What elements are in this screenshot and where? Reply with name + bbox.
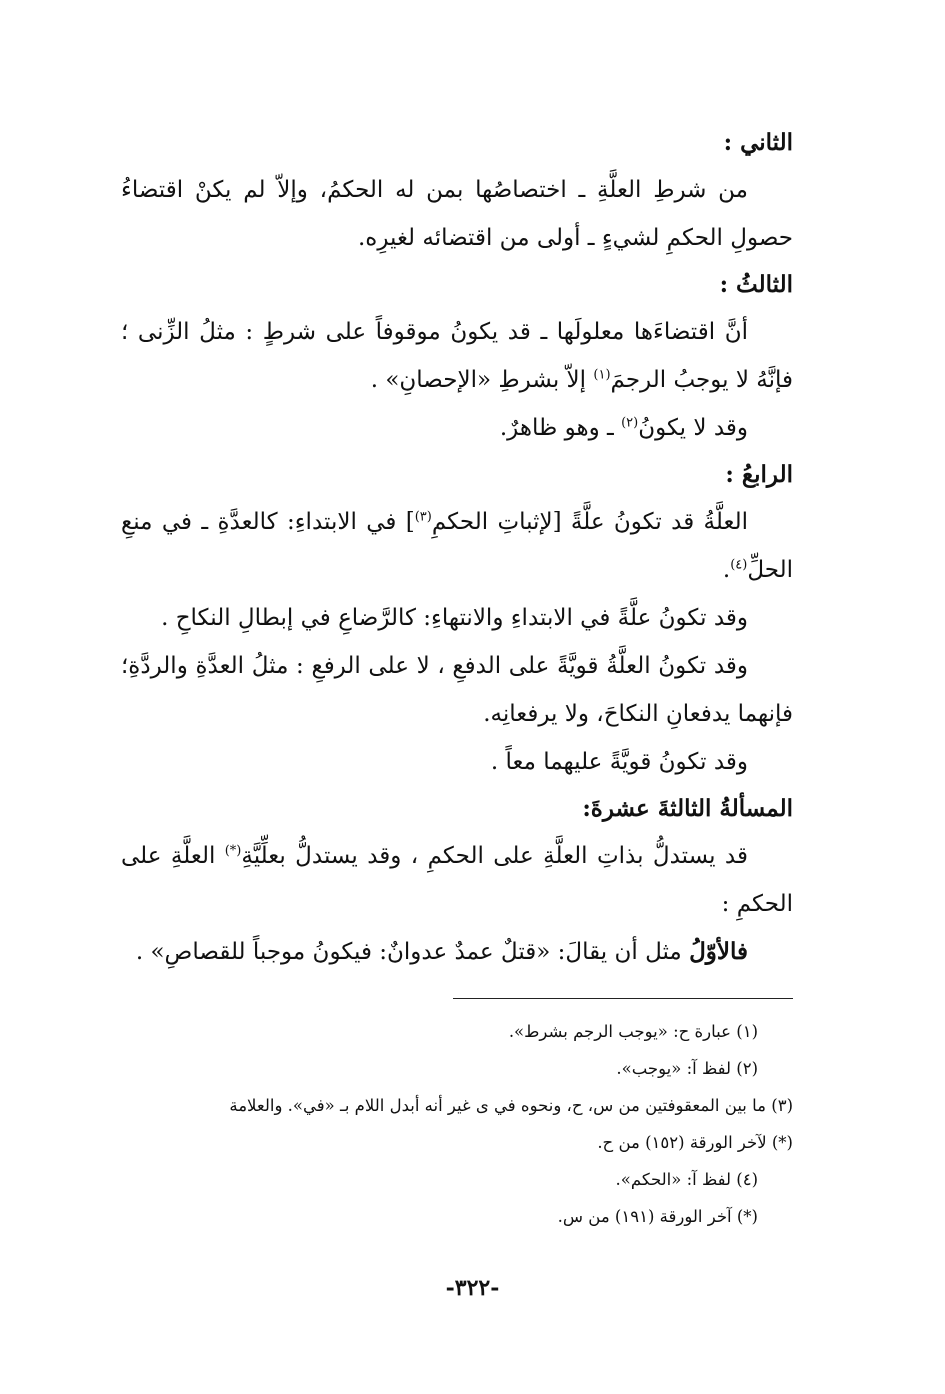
paragraph-text: العلَّةِ على الحكمِ :	[121, 843, 793, 917]
section-heading-third: الثالثُ :	[719, 271, 793, 298]
paragraph-text: .	[722, 557, 731, 583]
section-heading-fourth: الرابعُ :	[725, 461, 793, 488]
footnotes	[121, 1013, 793, 1235]
paragraph-text: العلَّةُ قد تكونُ علَّةً [لإثباتِ الحكمِ	[431, 509, 748, 535]
paragraph-bold-lead: فالأوّلُ	[689, 938, 748, 965]
footnote: (٢) لفظ آ: «يوجب».	[616, 1059, 758, 1078]
paragraph	[121, 498, 793, 594]
footnote-marker: (٣)	[414, 509, 432, 525]
page-number: -٣٢٢-	[445, 1275, 500, 1301]
section-heading-second: الثاني :	[723, 129, 793, 156]
paragraph-text: وقد لا يكونُ	[638, 415, 748, 441]
footnote: (٣) ما بين المعقوفتين من س، ح، ونحوه في ى غير أنه أبدل اللام بـ «في». والعلامة	[229, 1096, 793, 1115]
paragraph	[121, 308, 793, 404]
footnote-marker: (٢)	[621, 415, 639, 431]
paragraph	[121, 928, 793, 976]
footnote: (*) آخر الورقة (١٩١) من س.	[557, 1207, 758, 1226]
paragraph: وقد تكونُ العلَّةُ قويَّةً على الدفعِ ، لا على الرفعِ : مثلُ العدَّةِ والردَّةِ؛ فإنهما يدفعانِ النكاحَ، ولا يرفعانِه.	[121, 653, 793, 727]
paragraph	[121, 832, 793, 928]
footnote-marker: (*)	[224, 843, 242, 859]
footnote-marker: (٤)	[730, 557, 748, 573]
footnote: (١) عبارة ح: «يوجب الرجم بشرط».	[508, 1022, 758, 1041]
paragraph: وقد تكونُ علَّةً في الابتداءِ والانتهاءِ: كالرَّضاعِ في إبطالِ النكاحِ .	[161, 605, 748, 631]
paragraph-text: مثل أن يقالَ: «قتلٌ عمدٌ عدوانٌ: فيكونُ موجباً للقصاصِ» .	[135, 939, 690, 965]
paragraph-text: أنَّ اقتضاءَها معلولَها ـ قد يكونُ موقوفاً على شرطٍ : مثلُ الزِّنى ؛فإنَّهُ لا يوجبُ الرجمَ	[121, 319, 793, 393]
footnote-marker: (١)	[593, 367, 611, 383]
paragraph-text: قد يستدلُّ بذاتِ العلَّةِ على الحكمِ ، وقد يستدلُّ بعلِّيَّةِ	[241, 843, 748, 869]
paragraph: وقد تكونُ قويَّةً عليهما معاً .	[490, 749, 748, 775]
paragraph-text: إلاّ بشرطِ «الإحصانِ» .	[370, 367, 594, 393]
paragraph-text: ـ وهو ظاهرٌ.	[499, 415, 622, 441]
footnote: (٤) لفظ آ: «الحكم».	[615, 1170, 758, 1189]
paragraph	[121, 404, 793, 452]
footnote: (*) لآخر الورقة (١٥٢) من ح.	[597, 1133, 793, 1152]
page-content	[121, 120, 793, 1235]
section-heading-issue-13: المسألةُ الثالثةَ عشرةَ:	[582, 795, 793, 822]
paragraph: من شرطِ العلَّةِ ـ اختصاصُها بمن له الحكمُ، وإلاّ لم يكنْ اقتضاءُ حصولِ الحكمِ لشيءٍ ـ أولى من اقتضائه لغيرِه.	[121, 177, 793, 251]
paragraph-text: ] في الابتداءِ: كالعدَّةِ ـ في منعِ الحلِّ	[121, 509, 793, 583]
footnote-divider	[453, 998, 793, 999]
